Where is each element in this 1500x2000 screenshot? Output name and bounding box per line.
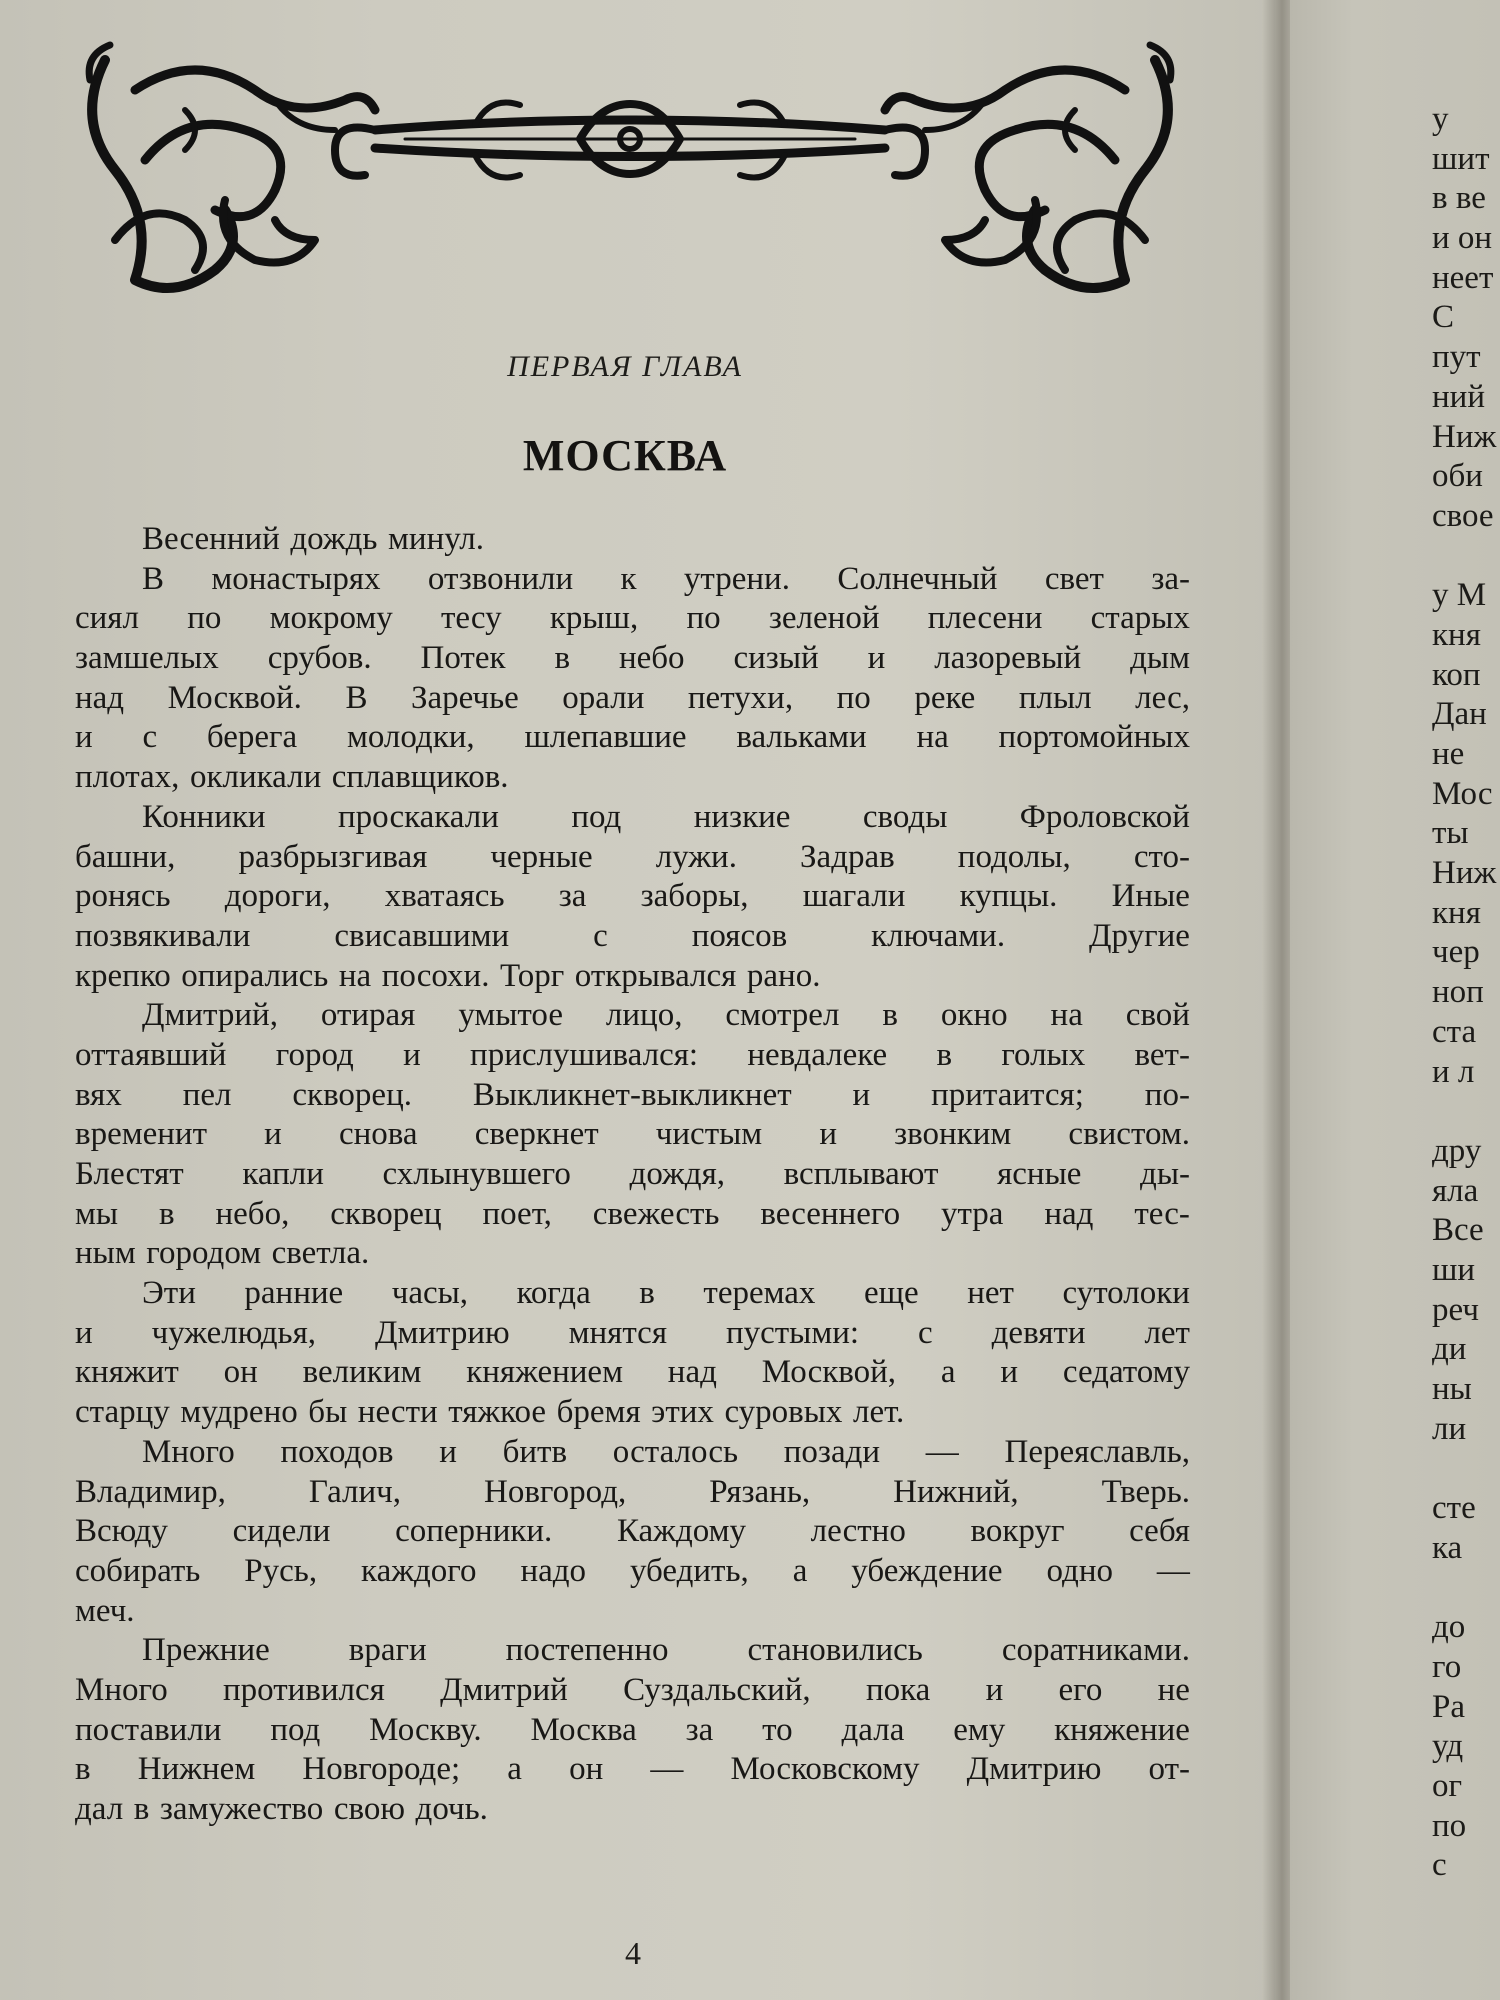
text-line: Конники проскакали под низкие своды Фроловской bbox=[142, 798, 1190, 835]
text-line: крепко опирались на посохи. Торг открывался рано. bbox=[75, 957, 821, 994]
right-page-fragment: ди bbox=[1432, 1331, 1467, 1368]
body-text bbox=[75, 520, 1190, 1830]
right-page-fragment: чер bbox=[1432, 934, 1480, 971]
right-page-fragment: Ниж bbox=[1432, 855, 1497, 892]
text-line: Блестят капли схлынувшего дождя, всплывают ясные ды- bbox=[75, 1156, 1190, 1192]
text-line: ронясь дороги, хватаясь за заборы, шагали купцы. Иные bbox=[75, 878, 1190, 915]
right-page-fragment bbox=[1432, 1568, 1500, 1608]
right-page-fragment: ны bbox=[1432, 1371, 1472, 1407]
right-page-fragment: Все bbox=[1432, 1212, 1484, 1249]
right-page-fragment bbox=[1432, 537, 1500, 577]
text-line: собирать Русь, каждого надо убедить, а убеждение одно — bbox=[75, 1552, 1190, 1589]
right-page-fragment: яла bbox=[1432, 1172, 1479, 1209]
right-page-fragment: Дан bbox=[1432, 696, 1487, 733]
chapter-title: МОСКВА bbox=[522, 431, 728, 480]
right-page-fragment bbox=[1432, 1449, 1500, 1489]
right-page-fragment: уд bbox=[1432, 1728, 1464, 1765]
right-page-fragment: ста bbox=[1432, 1013, 1477, 1050]
text-line: В монастырях отзвонили к утрени. Солнечный свет за- bbox=[142, 560, 1190, 597]
right-page-text-fragments bbox=[1432, 100, 1500, 1886]
right-page-fragment: кня bbox=[1432, 894, 1481, 931]
right-page-fragment: ноп bbox=[1432, 974, 1484, 1011]
text-line: Всюду сидели соперники. Каждому лестно вокруг себя bbox=[75, 1513, 1190, 1550]
right-page-fragment: коп bbox=[1432, 656, 1481, 693]
right-page-fragment: ог bbox=[1432, 1767, 1463, 1804]
text-line: мы в небо, скворец поет, свежесть весеннего утра над тес- bbox=[75, 1195, 1190, 1232]
chapter-label: ПЕРВАЯ ГЛАВА bbox=[507, 350, 743, 383]
right-page-fragment: Ниж bbox=[1432, 418, 1497, 455]
right-page-fragment: ли bbox=[1432, 1410, 1467, 1447]
right-page-fragment: пут bbox=[1432, 339, 1481, 376]
right-page-fragment: реч bbox=[1432, 1291, 1479, 1328]
text-line: Много походов и битв осталось позади — Переяславль, bbox=[142, 1433, 1190, 1470]
text-line: Много противился Дмитрий Суздальский, пока и его не bbox=[75, 1671, 1190, 1708]
text-line: ным городом светла. bbox=[75, 1235, 370, 1272]
text-line: и чужелюдья, Дмитрию мнятся пустыми: с девяти лет bbox=[75, 1314, 1190, 1351]
text-line: Эти ранние часы, когда в теремах еще нет сутолоки bbox=[142, 1275, 1190, 1312]
right-page-fragment: неет bbox=[1432, 259, 1494, 296]
text-line: Владимир, Галич, Новгород, Рязань, Нижний, Тверь. bbox=[75, 1473, 1190, 1510]
text-line: Дмитрий, отирая умытое лицо, смотрел в окно на свой bbox=[142, 997, 1190, 1034]
right-page-fragment: ка bbox=[1432, 1529, 1463, 1566]
right-page-fragment: свое bbox=[1432, 497, 1494, 534]
text-line: дал в замужество свою дочь. bbox=[75, 1791, 488, 1827]
text-line: вях пел скворец. Выкликнет-выкликнет и притаится; по- bbox=[75, 1076, 1190, 1113]
text-line: плотах, окликали сплавщиков. bbox=[75, 759, 509, 796]
right-page-fragment: ты bbox=[1432, 815, 1469, 852]
text-line: старцу мудрено бы нести тяжкое бремя этих суровых лет. bbox=[75, 1394, 905, 1431]
right-page-fragment: Ра bbox=[1432, 1688, 1465, 1725]
right-page-fragment: у bbox=[1432, 101, 1449, 137]
right-page-fragment: и л bbox=[1432, 1053, 1475, 1090]
right-page-fragment: шит bbox=[1432, 140, 1490, 177]
text-line: временит и снова сверкнет чистым и звонким свистом. bbox=[75, 1116, 1190, 1153]
text-line: Прежние враги постепенно становились соратниками. bbox=[142, 1632, 1190, 1669]
text-line: оттаявший город и прислушивался: невдалеке в голых вет- bbox=[75, 1036, 1190, 1073]
right-page-fragment: сте bbox=[1432, 1490, 1476, 1527]
text-line: меч. bbox=[75, 1592, 135, 1629]
text-line: замшелых срубов. Потек в небо сизый и лазоревый дым bbox=[75, 640, 1190, 677]
page-number: 4 bbox=[625, 1935, 641, 1971]
right-page-fragment: у М bbox=[1432, 577, 1487, 614]
text-line: в Нижнем Новгороде; а он — Московскому Дмитрию от- bbox=[75, 1751, 1190, 1788]
right-page-fragment: С bbox=[1432, 299, 1455, 336]
right-page-fragment: Мос bbox=[1432, 775, 1493, 812]
text-line: над Москвой. В Заречье орали петухи, по реке плыл лес, bbox=[75, 679, 1190, 716]
text-line: сиял по мокрому тесу крыш, по зеленой плесени старых bbox=[75, 600, 1190, 637]
right-page-fragment: кня bbox=[1432, 616, 1481, 653]
right-page-fragment: до bbox=[1432, 1609, 1466, 1646]
right-page-fragment: ши bbox=[1432, 1251, 1476, 1288]
text-line: поставили под Москву. Москва за то дала ему княжение bbox=[75, 1711, 1190, 1748]
text-line: башни, разбрызгивая черные лужи. Задрав подолы, сто- bbox=[75, 838, 1190, 875]
text-line: княжит он великим княжением над Москвой, а и седатому bbox=[75, 1354, 1190, 1391]
text-line: и с берега молодки, шлепавшие вальками на портомойных bbox=[75, 719, 1190, 756]
right-page-fragment: с bbox=[1432, 1847, 1447, 1884]
right-page-fragment: в ве bbox=[1432, 180, 1486, 217]
right-page-fragment: го bbox=[1432, 1648, 1462, 1685]
text-line: позвякивали свисавшими с поясов ключами. Другие bbox=[75, 917, 1190, 954]
right-page-fragment: не bbox=[1432, 736, 1465, 772]
right-page-fragment: оби bbox=[1432, 458, 1483, 495]
right-page-fragment: ний bbox=[1432, 378, 1485, 415]
right-page-fragment: и он bbox=[1432, 220, 1493, 257]
ornamental-headpiece-icon bbox=[75, 40, 1185, 315]
right-page-fragment: дру bbox=[1432, 1132, 1482, 1169]
right-page-fragment: по bbox=[1432, 1807, 1467, 1844]
text-line: Весенний дождь минул. bbox=[142, 521, 485, 557]
right-page-fragment bbox=[1432, 1092, 1500, 1132]
